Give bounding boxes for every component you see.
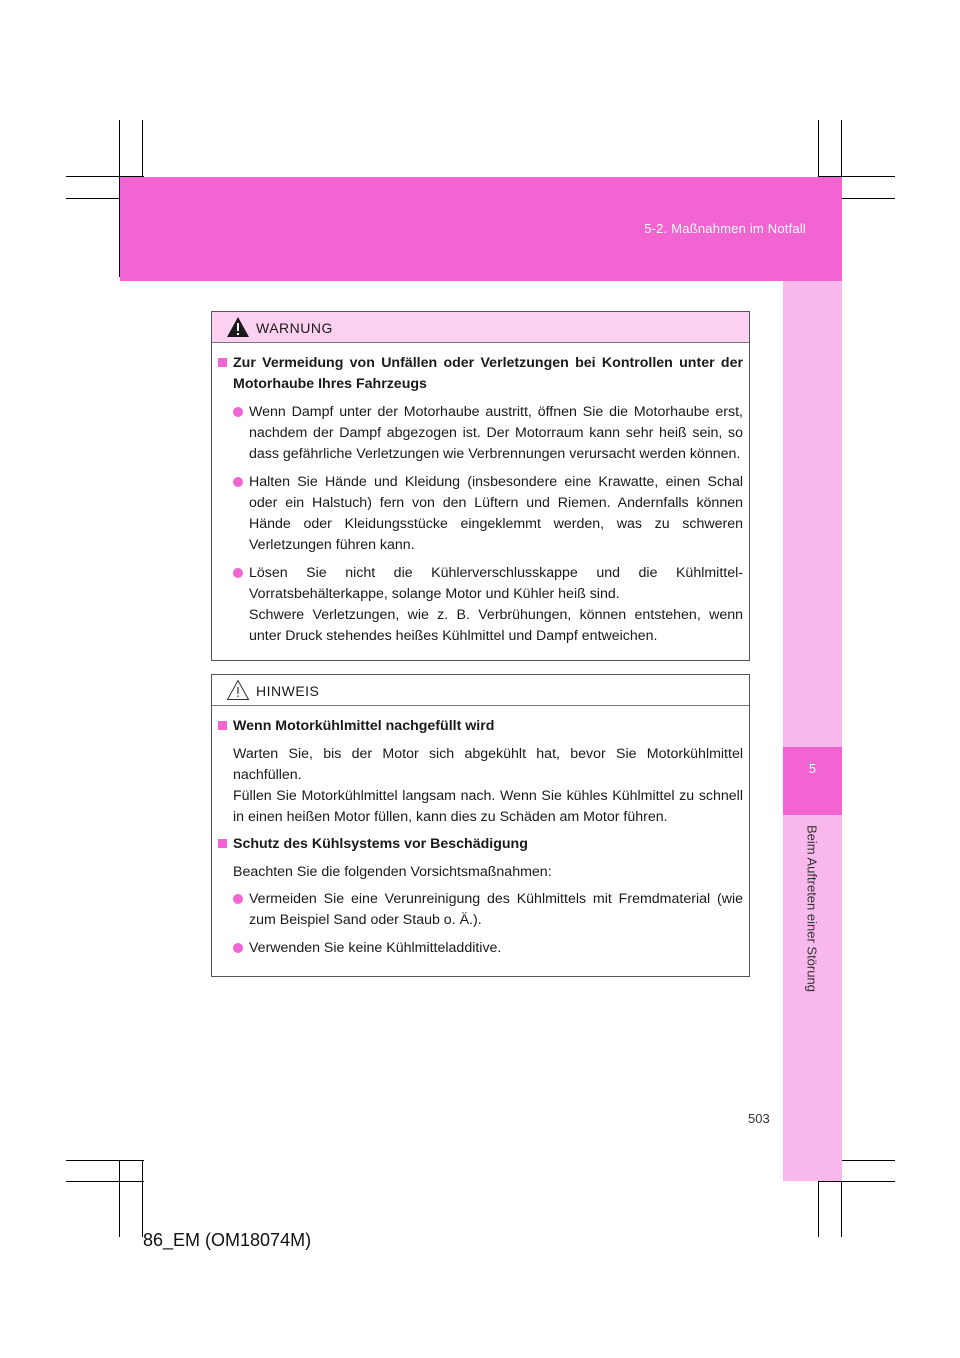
note-header [212,675,749,706]
list-item: Halten Sie Hände und Kleidung (insbesondere eine Krawatte, einen Schal oder ein Halstuch) fern von den Lüftern und Riemen. Andernfalls können Hände oder Kleidungsstücke eingeklemmt werden, was zu schweren Verletzungen führen kann. [218,472,743,556]
warning-triangle-icon [226,316,250,338]
warning-panel [211,311,750,661]
document-code: 86_EM (OM18074M) [143,1230,312,1250]
square-bullet-icon [218,721,227,730]
caution-triangle-icon [226,679,250,701]
chapter-label: Beim Auftreten einer Störung [804,825,820,992]
warning-section-title: Zur Vermeidung von Unfällen oder Verletzungen bei Kontrollen unter der Motorhaube Ihres Fahrzeugs [233,355,743,392]
warning-section [218,353,743,395]
page-header [120,177,842,281]
list-item: Vermeiden Sie eine Verunreinigung des Kühlmittels mit Fremdmaterial (wie zum Beispiel Sand oder Staub o. Ä.). [218,889,743,931]
note-section-title: Schutz des Kühlsystems vor Beschädigung [233,836,528,852]
chapter-tab-strip [783,281,842,1181]
note-paragraph: Beachten Sie die folgenden Vorsichtsmaßnahmen: [233,864,552,880]
warning-header [212,312,749,343]
list-item: Wenn Dampf unter der Motorhaube austritt, öffnen Sie die Motorhaube erst, nachdem der Dampf abgezogen ist. Der Motorraum kann sehr heiß sein, so dass gefährliche Verletzungen wie Verbrennungen verursacht werden können. [218,402,743,465]
note-panel [211,674,750,977]
round-bullet-icon [233,894,243,904]
round-bullet-icon [233,568,243,578]
note-section-title: Wenn Motorkühlmittel nachgefüllt wird [233,718,495,734]
round-bullet-icon [233,477,243,487]
section-title: 5-2. Maßnahmen im Notfall [644,221,806,236]
page-number: 503 [748,1111,770,1126]
note-paragraph: Warten Sie, bis der Motor sich abgekühlt hat, bevor Sie Motorkühlmittel nachfüllen. Füllen Sie Motorkühlmittel langsam nach. Wenn Sie kühles Kühlmittel zu schnell in einen heißen Motor füllen, kann dies zu Schäden am Motor führen. [233,746,743,825]
warning-title: WARNUNG [256,320,333,336]
note-section [218,834,743,855]
square-bullet-icon [218,358,227,367]
square-bullet-icon [218,839,227,848]
round-bullet-icon [233,943,243,953]
list-item: Verwenden Sie keine Kühlmitteladditive. [218,938,743,959]
note-section [218,716,743,737]
list-item: Lösen Sie nicht die Kühlerverschlusskappe und die Kühlmittel-Vorratsbehälterkappe, solange Motor und Kühler heiß sind. Schwere Verletzungen, wie z. B. Verbrühungen, können entstehen, wenn unter Druck stehendes heißes Kühlmittel und Dampf entweichen. [218,563,743,647]
note-title: HINWEIS [256,683,320,699]
round-bullet-icon [233,407,243,417]
chapter-number: 5 [783,747,842,815]
